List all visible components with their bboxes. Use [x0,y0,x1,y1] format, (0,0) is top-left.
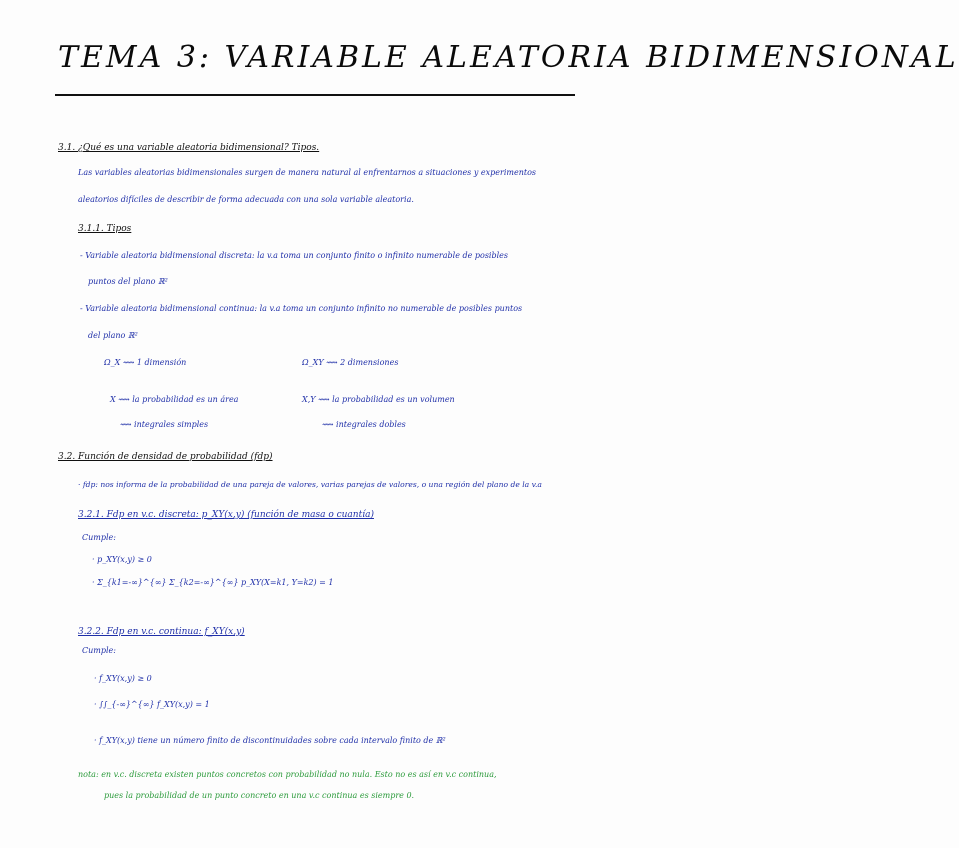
title-underline [55,94,575,96]
discrete-cumple-label: Cumple: [82,533,116,542]
page-title: TEMA 3: VARIABLE ALEATORIA BIDIMENSIONAL [58,40,959,75]
continuous-cumple-label: Cumple: [82,646,116,655]
discrete-def-line-1: - Variable aleatoria bidimensional discreta: la v.a toma un conjunto finito o infinito numerable de posibles [80,251,508,260]
intro-line-1: Las variables aleatorias bidimensionales surgen de manera natural al enfrentarnos a situaciones y experimentos [78,168,536,177]
note-line-2: pues la probabilidad de un punto concreto en una v.c continua es siempre 0. [104,791,415,800]
fdp-definition: · fdp: nos informa de la probabilidad de una pareja de valores, varias parejas de valores, o una región del plano de la v.a [78,480,542,489]
continuous-def-line-1: - Variable aleatoria bidimensional continua: la v.a toma un conjunto infinito no numerable de posibles puntos [80,304,523,313]
continuous-def-line-2: del plano ℝ² [88,331,138,340]
discrete-def-line-2: puntos del plano ℝ² [88,277,168,286]
note-line-1: nota: en v.c. discreta existen puntos concretos con probabilidad no nula. Esto no es así en v.c continua, [78,770,497,779]
discrete-condition-1: · p_XY(x,y) ≥ 0 [92,555,152,564]
continuous-condition-3: · f_XY(x,y) tiene un número finito de discontinuidades sobre cada intervalo finito de ℝ² [94,736,446,745]
section-3-2-heading: 3.2. Función de densidad de probabilidad (fdp) [58,452,273,462]
compare-right-3: ⟿ integrales dobles [322,420,406,429]
compare-left-3: ⟿ integrales simples [120,420,209,429]
subsection-3-1-1-heading: 3.1.1. Tipos [78,224,132,234]
intro-line-2: aleatorios difíciles de describir de forma adecuada con una sola variable aleatoria. [78,195,414,204]
discrete-condition-2: · Σ_{k1=-∞}^{∞} Σ_{k2=-∞}^{∞} p_XY(X=k1, Y=k2) = 1 [92,578,334,587]
compare-right-2: X,Y ⟿ la probabilidad es un volumen [302,395,455,404]
compare-left-2: X ⟿ la probabilidad es un área [110,395,239,404]
compare-left-1: Ω_X ⟿ 1 dimensión [104,358,187,367]
continuous-condition-2: · ∫∫_{-∞}^{∞} f_XY(x,y) = 1 [94,700,210,709]
continuous-condition-1: · f_XY(x,y) ≥ 0 [94,674,152,683]
subsection-3-2-1-heading: 3.2.1. Fdp en v.c. discreta: p_XY(x,y) (función de masa o cuantía) [78,510,374,520]
section-3-1-heading: 3.1. ¿Qué es una variable aleatoria bidimensional? Tipos. [58,143,320,153]
subsection-3-2-2-heading: 3.2.2. Fdp en v.c. continua: f_XY(x,y) [78,627,245,637]
compare-right-1: Ω_XY ⟿ 2 dimensiones [302,358,399,367]
